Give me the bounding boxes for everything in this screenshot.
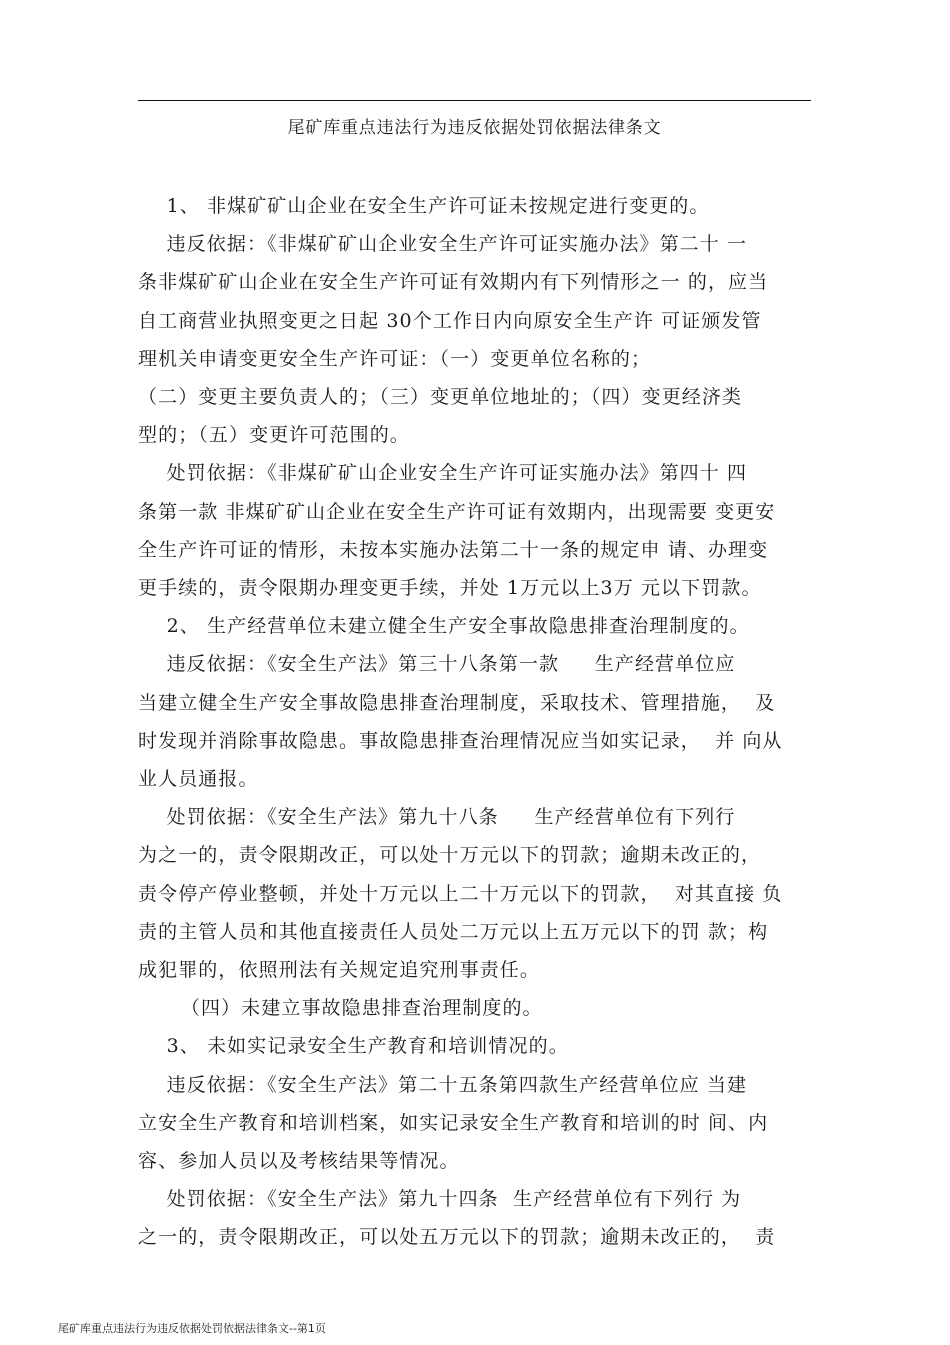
body-line: 处罚依据：《安全生产法》第九十八条 生产经营单位有下列行 (138, 806, 736, 829)
body-line: 为之一的，责令限期改正，可以处十万元以下的罚款；逾期未改正的， (138, 844, 762, 867)
body-line: 业人员通报。 (138, 768, 259, 791)
body-line: 时发现并消除事故隐患。事故隐患排查治理情况应当如实记录， 并 向从 (138, 729, 783, 752)
body-line: 成犯罪的，依照刑法有关规定追究刑事责任。 (138, 959, 541, 982)
body-line: 处罚依据：《安全生产法》第九十四条 生产经营单位有下列行 为 (138, 1188, 742, 1211)
body-line: 3、 未如实记录安全生产教育和培训情况的。 (138, 1035, 569, 1058)
body-line: 条非煤矿矿山企业在安全生产许可证有效期内有下列情形之一 的，应当 (138, 271, 769, 294)
body-line: （二）变更主要负责人的；（三）变更单位地址的；（四）变更经济类 (138, 386, 743, 409)
body-line: 处罚依据：《非煤矿矿山企业安全生产许可证实施办法》第四十 四 (138, 462, 748, 485)
body-line: 1、 非煤矿矿山企业在安全生产许可证未按规定进行变更的。 (138, 195, 710, 217)
body-line: 责的主管人员和其他直接责任人员处二万元以上五万元以下的罚 款；构 (138, 920, 769, 943)
body-line: 全生产许可证的情形，未按本实施办法第二十一条的规定申 请、办理变 (138, 538, 769, 561)
body-line: 型的；（五）变更许可范围的。 (138, 424, 410, 447)
body-line: 违反依据：《非煤矿矿山企业安全生产许可证实施办法》第二十 一 (138, 233, 748, 256)
body-line: 容、参加人员以及考核结果等情况。 (138, 1150, 460, 1173)
body-line: （四）未建立事故隐患排查治理制度的。 (138, 997, 543, 1020)
body-line: 违反依据：《安全生产法》第三十八条第一款 生产经营单位应 (138, 653, 736, 676)
body-line: 理机关申请变更安全生产许可证：（一）变更单位名称的； (138, 347, 652, 370)
document-title: 尾矿库重点违法行为违反依据处罚依据法律条文 (287, 118, 662, 138)
page-footer: 尾矿库重点违法行为违反依据处罚依据法律条文--第1页 (58, 1322, 326, 1335)
body-line: 2、 生产经营单位未建立健全生产安全事故隐患排查治理制度的。 (138, 615, 750, 638)
body-line: 自工商营业执照变更之日起 30个工作日内向原安全生产许 可证颁发管 (138, 309, 762, 332)
body-line: 当建立健全生产安全事故隐患排查治理制度，采取技术、管理措施， 及 (138, 691, 776, 714)
body-line: 违反依据：《安全生产法》第二十五条第四款生产经营单位应 当建 (138, 1073, 748, 1096)
body-line: 之一的，责令限期改正，可以处五万元以下的罚款；逾期未改正的， 责 (138, 1226, 776, 1249)
body-line: 责令停产停业整顿，并处十万元以上二十万元以下的罚款， 对其直接 负 (138, 882, 783, 905)
header-rule (138, 100, 811, 101)
body-line: 条第一款 非煤矿矿山企业在安全生产许可证有效期内，出现需要 变更安 (138, 500, 776, 523)
document-body (138, 187, 811, 1257)
body-line: 立安全生产教育和培训档案，如实记录安全生产教育和培训的时 间、内 (138, 1111, 769, 1134)
body-line: 更手续的，责令限期办理变更手续，并处 1万元以上3万 元以下罚款。 (138, 577, 762, 600)
